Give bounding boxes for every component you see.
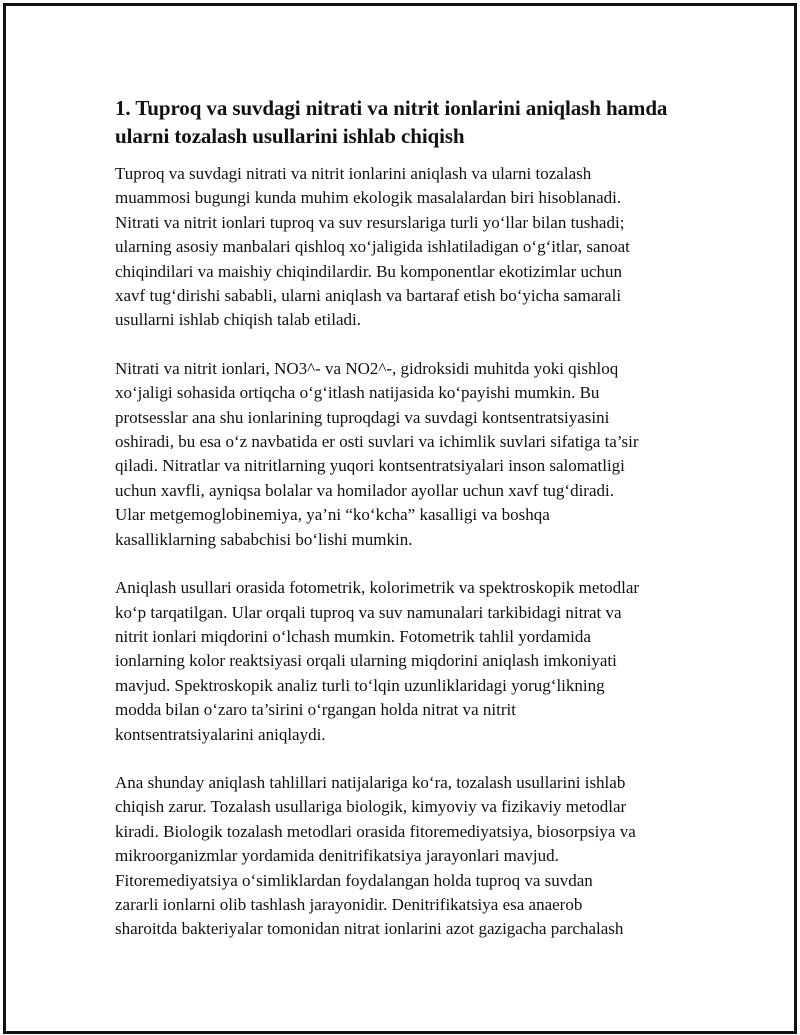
paragraph-detection-methods: Aniqlash usullari orasida fotometrik, kolorimetrik va spektroskopik metodlar ko‘p tarqatilgan. Ular orqali tuproq va suv namunalari tarkibidagi nitrat va nitrit ionlari miqdorini o‘lchash mumkin. Fotometrik tahlil yordamida ionlarning kolor reaktsiyasi orqali ularning miqdorini aniqlash imkoniyati mavjud. Spektroskopik analiz turli to‘lqin uzunliklaridagi yorug‘likning modda bilan o‘zaro ta’sirini o‘rgangan holda nitrat va nitrit kontsentratsiyalarini aniqlaydi.	[115, 578, 640, 744]
paragraph-intro: Tuproq va suvdagi nitrati va nitrit ionlarini aniqlash va ularni tozalash muammosi bugungi kunda muhim ekologik masalalardan biri hisoblanadi. Nitrati va nitrit ionlari tuproq va suv resurslariga turli yo‘llar bilan tushadi; ularning asosiy manbalari qishloq xo‘jaligida ishlatiladigan o‘g‘itlar, sanoat chiqindilari va maishiy chiqindilardir. Bu komponentlar ekotizimlar uchun xavf tug‘dirishi sababli, ularni aniqlash va bartaraf etish bo‘yicha samarali usullarni ishlab chiqish talab etiladi.	[115, 164, 630, 330]
paragraph-nitrate-sources: Nitrati va nitrit ionlari, NO3^- va NO2^-, gidroksidi muhitda yoki qishloq xo‘jaligi sohasida ortiqcha o‘g‘itlash natijasida ko‘payishi mumkin. Bu protsesslar ana shu ionlarining tuproqdagi va suvdagi kontsentratsiyasini oshiradi, bu esa o‘z navbatida er osti suvlari va ichimlik suvlari sifatiga ta’sir qiladi. Nitratlar va nitritlarning yuqori kontsentratsiyalari inson salomatligi uchun xavfli, ayniqsa bolalar va homilador ayollar uchun xavf tug‘diradi. Ular metgemoglobinemiya, ya’ni “ko‘kcha” kasalligi va boshqa kasalliklarning sababchisi bo‘lishi mumkin.	[115, 358, 639, 549]
document-body	[115, 94, 690, 966]
section-heading: 1. Tuproq va suvdagi nitrati va nitrit ionlarini aniqlash hamda ularni tozalash usullarini ishlab chiqish	[115, 96, 668, 148]
paragraph-treatment-methods: Ana shunday aniqlash tahlillari natijalariga ko‘ra, tozalash usullarini ishlab chiqish zarur. Tozalash usullariga biologik, kimyoviy va fizikaviy metodlar kiradi. Biologik tozalash metodlari orasida fitoremediyatsiya, biosorpsiya va mikroorganizmlar yordamida denitrifikatsiya jarayonlari mavjud. Fitoremediyatsiya o‘simliklardan foydalangan holda tuproq va suvdan zararli ionlarni olib tashlash jarayonidir. Denitrifikatsiya esa anaerob sharoitda bakteriyalar tomonidan nitrat ionlarini azot gazigacha parchalash	[115, 772, 636, 939]
